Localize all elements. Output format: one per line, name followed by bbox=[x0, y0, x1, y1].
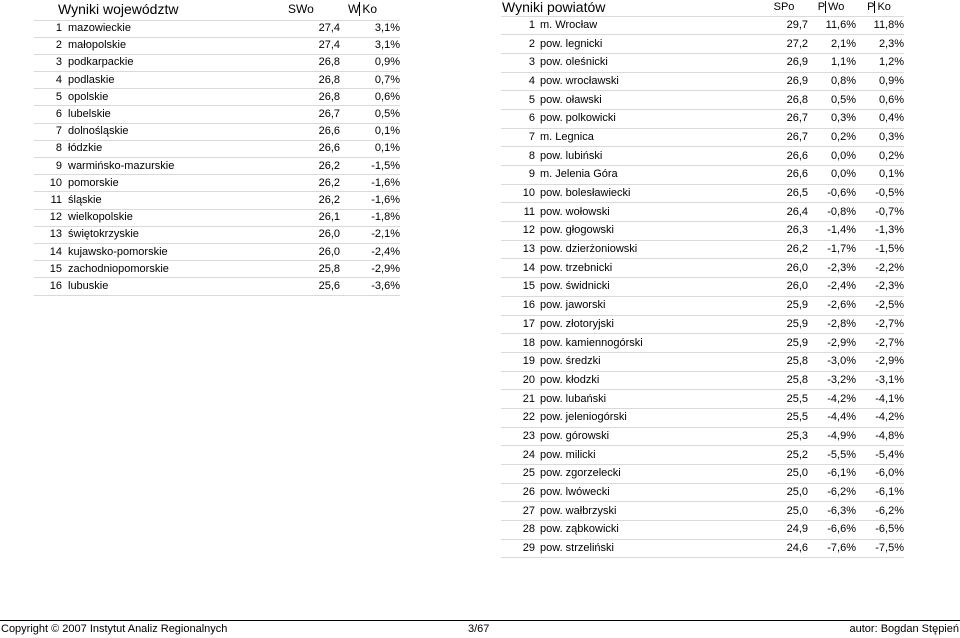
rank-cell: 8 bbox=[501, 147, 540, 166]
table-row bbox=[34, 278, 400, 295]
value-cell: -0,7% bbox=[856, 203, 904, 222]
table-row bbox=[501, 128, 904, 147]
value-cell: 0,5% bbox=[808, 91, 856, 110]
value-cell: 25,8 bbox=[760, 371, 808, 390]
table-row bbox=[501, 166, 904, 185]
value-cell: 25,2 bbox=[760, 446, 808, 465]
value-cell: 26,0 bbox=[760, 259, 808, 278]
value-cell: -0,5% bbox=[856, 184, 904, 203]
value-cell: -4,8% bbox=[856, 427, 904, 446]
col-pwo-header: P Wo bbox=[808, 0, 856, 16]
name-cell: pow. jaworski bbox=[540, 296, 760, 315]
value-cell: 26,1 bbox=[280, 209, 340, 226]
value-cell: -6,6% bbox=[808, 521, 856, 540]
value-cell: -2,7% bbox=[856, 334, 904, 353]
value-cell: -4,4% bbox=[808, 408, 856, 427]
rank-cell: 22 bbox=[501, 408, 540, 427]
value-cell: -6,2% bbox=[856, 502, 904, 521]
table-row bbox=[34, 158, 400, 175]
name-cell: podlaskie bbox=[68, 72, 280, 89]
rank-cell: 8 bbox=[34, 140, 68, 157]
value-cell: -2,9% bbox=[808, 334, 856, 353]
rank-cell: 12 bbox=[501, 222, 540, 241]
rank-cell: 11 bbox=[34, 192, 68, 209]
name-cell: pow. zgorzelecki bbox=[540, 465, 760, 484]
value-cell: -1,4% bbox=[808, 222, 856, 241]
table-row bbox=[501, 278, 904, 297]
value-cell: 25,5 bbox=[760, 408, 808, 427]
table-row bbox=[501, 352, 904, 371]
value-cell: -3,0% bbox=[808, 352, 856, 371]
table-row bbox=[34, 20, 400, 37]
value-cell: -7,6% bbox=[808, 539, 856, 558]
value-cell: 25,0 bbox=[760, 483, 808, 502]
value-cell: 3,1% bbox=[340, 37, 400, 54]
rank-cell: 4 bbox=[34, 72, 68, 89]
value-cell: 0,2% bbox=[808, 128, 856, 147]
table-row bbox=[501, 371, 904, 390]
name-cell: pow. kłodzki bbox=[540, 371, 760, 390]
value-cell: -6,1% bbox=[808, 465, 856, 484]
rank-cell: 15 bbox=[34, 261, 68, 278]
table-row bbox=[34, 209, 400, 226]
value-cell: 26,7 bbox=[760, 128, 808, 147]
name-cell: pow. strzeliński bbox=[540, 539, 760, 558]
name-cell: pow. lubański bbox=[540, 390, 760, 409]
value-cell: 26,2 bbox=[280, 158, 340, 175]
value-cell: 0,3% bbox=[856, 128, 904, 147]
name-cell: pow. legnicki bbox=[540, 35, 760, 54]
name-cell: pow. jeleniogórski bbox=[540, 408, 760, 427]
rank-cell: 3 bbox=[501, 53, 540, 72]
value-cell: 25,5 bbox=[760, 390, 808, 409]
rank-cell: 9 bbox=[34, 158, 68, 175]
rank-cell: 17 bbox=[501, 315, 540, 334]
name-cell: małopolskie bbox=[68, 37, 280, 54]
value-cell: 0,6% bbox=[340, 89, 400, 106]
value-cell: -2,4% bbox=[340, 243, 400, 260]
value-cell: -2,6% bbox=[808, 296, 856, 315]
name-cell: pow. oleśnicki bbox=[540, 53, 760, 72]
district-table-title: Wyniki powiatów bbox=[501, 0, 760, 16]
value-cell: 11,6% bbox=[808, 16, 856, 35]
value-cell: -4,2% bbox=[808, 390, 856, 409]
rank-cell: 6 bbox=[34, 106, 68, 123]
name-cell: pow. głogowski bbox=[540, 222, 760, 241]
rank-cell: 5 bbox=[34, 89, 68, 106]
value-cell: 1,2% bbox=[856, 53, 904, 72]
value-cell: -3,1% bbox=[856, 371, 904, 390]
table-row bbox=[34, 243, 400, 260]
value-cell: 26,4 bbox=[760, 203, 808, 222]
value-cell: 27,4 bbox=[280, 20, 340, 37]
value-cell: 26,7 bbox=[760, 109, 808, 128]
name-cell: pow. wałbrzyski bbox=[540, 502, 760, 521]
value-cell: -3,6% bbox=[340, 278, 400, 295]
table-row bbox=[501, 16, 904, 35]
value-cell: 25,3 bbox=[760, 427, 808, 446]
voivodeship-table-title: Wyniki województw bbox=[34, 0, 280, 20]
rank-cell: 20 bbox=[501, 371, 540, 390]
rank-cell: 10 bbox=[34, 175, 68, 192]
value-cell: 0,9% bbox=[856, 72, 904, 91]
table-row bbox=[34, 175, 400, 192]
table-row bbox=[501, 315, 904, 334]
value-cell: 0,1% bbox=[340, 123, 400, 140]
value-cell: 0,8% bbox=[808, 72, 856, 91]
value-cell: 1,1% bbox=[808, 53, 856, 72]
rank-cell: 27 bbox=[501, 502, 540, 521]
value-cell: 0,7% bbox=[340, 72, 400, 89]
rank-cell: 2 bbox=[34, 37, 68, 54]
name-cell: kujawsko-pomorskie bbox=[68, 243, 280, 260]
value-cell: 0,2% bbox=[856, 147, 904, 166]
value-cell: 2,3% bbox=[856, 35, 904, 54]
rank-cell: 14 bbox=[34, 243, 68, 260]
name-cell: lubelskie bbox=[68, 106, 280, 123]
name-cell: pow. lwówecki bbox=[540, 483, 760, 502]
name-cell: pow. lubiński bbox=[540, 147, 760, 166]
rank-cell: 5 bbox=[501, 91, 540, 110]
value-cell: 27,4 bbox=[280, 37, 340, 54]
rank-cell: 15 bbox=[501, 278, 540, 297]
value-cell: -1,6% bbox=[340, 192, 400, 209]
value-cell: 25,9 bbox=[760, 334, 808, 353]
rank-cell: 4 bbox=[501, 72, 540, 91]
name-cell: pomorskie bbox=[68, 175, 280, 192]
value-cell: 0,1% bbox=[340, 140, 400, 157]
table-row bbox=[501, 502, 904, 521]
value-cell: 26,6 bbox=[760, 166, 808, 185]
name-cell: świętokrzyskie bbox=[68, 226, 280, 243]
rank-cell: 12 bbox=[34, 209, 68, 226]
rank-cell: 28 bbox=[501, 521, 540, 540]
name-cell: pow. świdnicki bbox=[540, 278, 760, 297]
rank-cell: 13 bbox=[501, 240, 540, 259]
rank-cell: 13 bbox=[34, 226, 68, 243]
value-cell: -1,7% bbox=[808, 240, 856, 259]
value-cell: 0,6% bbox=[856, 91, 904, 110]
rank-cell: 2 bbox=[501, 35, 540, 54]
value-cell: 24,9 bbox=[760, 521, 808, 540]
value-cell: -2,9% bbox=[340, 261, 400, 278]
value-cell: -6,1% bbox=[856, 483, 904, 502]
value-cell: 26,6 bbox=[760, 147, 808, 166]
table-row bbox=[34, 261, 400, 278]
value-cell: -0,6% bbox=[808, 184, 856, 203]
value-cell: -1,6% bbox=[340, 175, 400, 192]
value-cell: -2,3% bbox=[808, 259, 856, 278]
col-wko-header: W Ko bbox=[340, 0, 400, 20]
rank-cell: 10 bbox=[501, 184, 540, 203]
name-cell: pow. wołowski bbox=[540, 203, 760, 222]
value-cell: 0,0% bbox=[808, 147, 856, 166]
name-cell: mazowieckie bbox=[68, 20, 280, 37]
value-cell: -2,4% bbox=[808, 278, 856, 297]
voivodeship-table-header bbox=[34, 0, 400, 20]
value-cell: 24,6 bbox=[760, 539, 808, 558]
value-cell: 11,8% bbox=[856, 16, 904, 35]
district-table-header bbox=[501, 0, 904, 16]
name-cell: zachodniopomorskie bbox=[68, 261, 280, 278]
table-row bbox=[34, 72, 400, 89]
table-row bbox=[501, 408, 904, 427]
name-cell: pow. średzki bbox=[540, 352, 760, 371]
col-spo-header: SPo bbox=[760, 0, 808, 16]
value-cell: 25,0 bbox=[760, 502, 808, 521]
rank-cell: 11 bbox=[501, 203, 540, 222]
value-cell: -6,3% bbox=[808, 502, 856, 521]
table-row bbox=[34, 37, 400, 54]
value-cell: -7,5% bbox=[856, 539, 904, 558]
value-cell: 26,8 bbox=[280, 89, 340, 106]
value-cell: 0,1% bbox=[856, 166, 904, 185]
copyright-text: Copyright © 2007 Instytut Analiz Regionalnych bbox=[1, 623, 228, 635]
name-cell: pow. polkowicki bbox=[540, 109, 760, 128]
value-cell: -1,8% bbox=[340, 209, 400, 226]
table-row bbox=[501, 203, 904, 222]
name-cell: pow. złotoryjski bbox=[540, 315, 760, 334]
value-cell: -0,8% bbox=[808, 203, 856, 222]
value-cell: 26,7 bbox=[280, 106, 340, 123]
value-cell: -2,8% bbox=[808, 315, 856, 334]
value-cell: 25,8 bbox=[280, 261, 340, 278]
table-row bbox=[34, 54, 400, 71]
table-row bbox=[501, 91, 904, 110]
value-cell: 0,5% bbox=[340, 106, 400, 123]
value-cell: -2,1% bbox=[340, 226, 400, 243]
page-footer bbox=[0, 620, 960, 638]
name-cell: m. Jelenia Góra bbox=[540, 166, 760, 185]
rank-cell: 29 bbox=[501, 539, 540, 558]
value-cell: 26,8 bbox=[280, 72, 340, 89]
rank-cell: 19 bbox=[501, 352, 540, 371]
name-cell: pow. dzierżoniowski bbox=[540, 240, 760, 259]
value-cell: -4,9% bbox=[808, 427, 856, 446]
value-cell: -3,2% bbox=[808, 371, 856, 390]
rank-cell: 24 bbox=[501, 446, 540, 465]
rank-cell: 26 bbox=[501, 483, 540, 502]
value-cell: 0,3% bbox=[808, 109, 856, 128]
district-results-table bbox=[501, 0, 904, 558]
table-row bbox=[34, 192, 400, 209]
table-row bbox=[501, 465, 904, 484]
value-cell: 26,6 bbox=[280, 140, 340, 157]
name-cell: śląskie bbox=[68, 192, 280, 209]
value-cell: 25,9 bbox=[760, 315, 808, 334]
value-cell: -6,0% bbox=[856, 465, 904, 484]
value-cell: 2,1% bbox=[808, 35, 856, 54]
table-row bbox=[501, 390, 904, 409]
table-row bbox=[34, 89, 400, 106]
table-row bbox=[501, 296, 904, 315]
table-row bbox=[501, 72, 904, 91]
table-row bbox=[501, 259, 904, 278]
name-cell: pow. ząbkowicki bbox=[540, 521, 760, 540]
rank-cell: 7 bbox=[34, 123, 68, 140]
table-row bbox=[501, 334, 904, 353]
col-pko-header: P Ko bbox=[856, 0, 904, 16]
table-row bbox=[501, 521, 904, 540]
rank-cell: 6 bbox=[501, 109, 540, 128]
rank-cell: 9 bbox=[501, 166, 540, 185]
name-cell: m. Legnica bbox=[540, 128, 760, 147]
value-cell: -6,2% bbox=[808, 483, 856, 502]
value-cell: -5,5% bbox=[808, 446, 856, 465]
value-cell: 26,5 bbox=[760, 184, 808, 203]
author-text: autor: Bogdan Stępień bbox=[849, 623, 959, 635]
value-cell: 25,0 bbox=[760, 465, 808, 484]
rank-cell: 21 bbox=[501, 390, 540, 409]
value-cell: 26,0 bbox=[280, 226, 340, 243]
rank-cell: 1 bbox=[34, 20, 68, 37]
name-cell: pow. milicki bbox=[540, 446, 760, 465]
value-cell: -4,1% bbox=[856, 390, 904, 409]
name-cell: wielkopolskie bbox=[68, 209, 280, 226]
value-cell: -1,3% bbox=[856, 222, 904, 241]
name-cell: pow. kamiennogórski bbox=[540, 334, 760, 353]
page-number: 3/67 bbox=[468, 623, 490, 635]
table-row bbox=[34, 140, 400, 157]
name-cell: opolskie bbox=[68, 89, 280, 106]
name-cell: pow. wrocławski bbox=[540, 72, 760, 91]
value-cell: 26,9 bbox=[760, 72, 808, 91]
rank-cell: 1 bbox=[501, 16, 540, 35]
value-cell: 26,3 bbox=[760, 222, 808, 241]
rank-cell: 18 bbox=[501, 334, 540, 353]
rank-cell: 16 bbox=[501, 296, 540, 315]
table-row bbox=[501, 109, 904, 128]
value-cell: -2,7% bbox=[856, 315, 904, 334]
name-cell: pow. trzebnicki bbox=[540, 259, 760, 278]
value-cell: -1,5% bbox=[340, 158, 400, 175]
table-row bbox=[501, 53, 904, 72]
value-cell: 26,2 bbox=[280, 175, 340, 192]
value-cell: 27,2 bbox=[760, 35, 808, 54]
value-cell: -4,2% bbox=[856, 408, 904, 427]
value-cell: 26,8 bbox=[760, 91, 808, 110]
table-row bbox=[501, 240, 904, 259]
rank-cell: 14 bbox=[501, 259, 540, 278]
name-cell: lubuskie bbox=[68, 278, 280, 295]
value-cell: 0,9% bbox=[340, 54, 400, 71]
value-cell: -5,4% bbox=[856, 446, 904, 465]
name-cell: warmińsko-mazurskie bbox=[68, 158, 280, 175]
value-cell: 0,4% bbox=[856, 109, 904, 128]
voivodeship-results-table bbox=[34, 0, 400, 296]
value-cell: 29,7 bbox=[760, 16, 808, 35]
table-row bbox=[501, 539, 904, 558]
name-cell: pow. bolesławiecki bbox=[540, 184, 760, 203]
table-row bbox=[501, 446, 904, 465]
value-cell: 26,2 bbox=[280, 192, 340, 209]
value-cell: 3,1% bbox=[340, 20, 400, 37]
value-cell: -2,5% bbox=[856, 296, 904, 315]
table-row bbox=[501, 147, 904, 166]
value-cell: 0,0% bbox=[808, 166, 856, 185]
name-cell: podkarpackie bbox=[68, 54, 280, 71]
value-cell: 26,6 bbox=[280, 123, 340, 140]
name-cell: m. Wrocław bbox=[540, 16, 760, 35]
value-cell: 25,8 bbox=[760, 352, 808, 371]
value-cell: -2,2% bbox=[856, 259, 904, 278]
rank-cell: 16 bbox=[34, 278, 68, 295]
name-cell: łódzkie bbox=[68, 140, 280, 157]
table-row bbox=[501, 483, 904, 502]
rank-cell: 23 bbox=[501, 427, 540, 446]
value-cell: -6,5% bbox=[856, 521, 904, 540]
value-cell: 25,6 bbox=[280, 278, 340, 295]
rank-cell: 7 bbox=[501, 128, 540, 147]
table-row bbox=[34, 106, 400, 123]
table-row bbox=[34, 226, 400, 243]
value-cell: 26,0 bbox=[760, 278, 808, 297]
value-cell: 26,2 bbox=[760, 240, 808, 259]
value-cell: -2,3% bbox=[856, 278, 904, 297]
name-cell: pow. oławski bbox=[540, 91, 760, 110]
value-cell: 26,0 bbox=[280, 243, 340, 260]
table-row bbox=[501, 427, 904, 446]
table-row bbox=[34, 123, 400, 140]
value-cell: 26,8 bbox=[280, 54, 340, 71]
table-row bbox=[501, 222, 904, 241]
value-cell: -2,9% bbox=[856, 352, 904, 371]
value-cell: 25,9 bbox=[760, 296, 808, 315]
col-swo-header: SWo bbox=[280, 0, 340, 20]
name-cell: pow. górowski bbox=[540, 427, 760, 446]
rank-cell: 25 bbox=[501, 465, 540, 484]
value-cell: 26,9 bbox=[760, 53, 808, 72]
table-row bbox=[501, 184, 904, 203]
value-cell: -1,5% bbox=[856, 240, 904, 259]
table-row bbox=[501, 35, 904, 54]
rank-cell: 3 bbox=[34, 54, 68, 71]
name-cell: dolnośląskie bbox=[68, 123, 280, 140]
